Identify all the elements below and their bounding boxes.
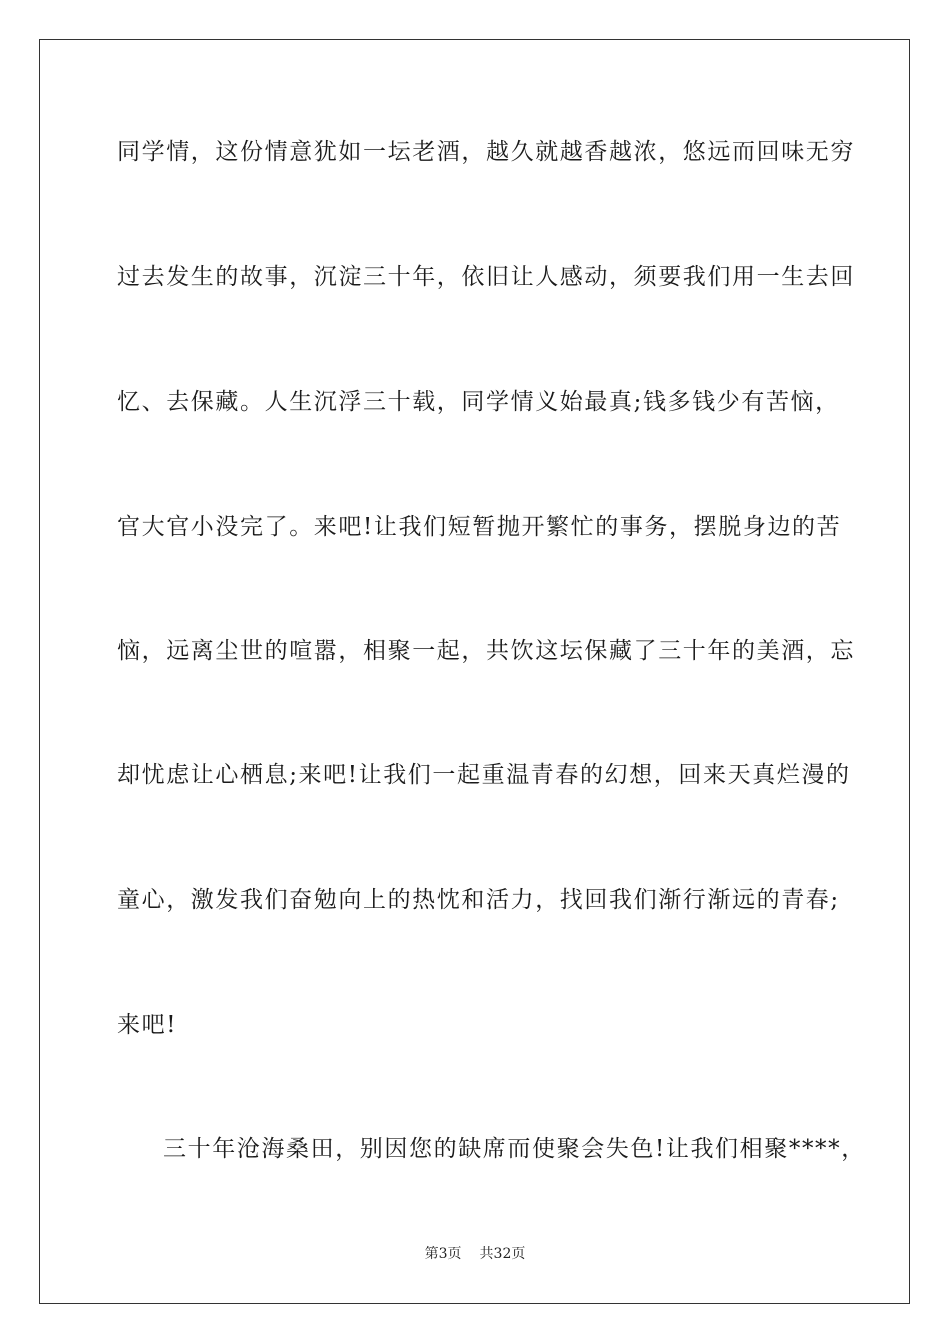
body-line-3: 忆、去保藏。人生沉浮三十载，同学情义始最真;钱多钱少有苦恼，: [117, 389, 840, 415]
page-number: 第3页: [424, 1246, 462, 1262]
body-line-4: 官大官小没完了。来吧!让我们短暂抛开繁忙的事务，摆脱身边的苦: [117, 514, 842, 540]
total-pages: 共32页: [479, 1246, 526, 1262]
body-line-7: 童心，激发我们奋勉向上的热忱和活力，找回我们渐行渐远的青春;: [117, 887, 840, 913]
body-line-2: 过去发生的故事，沉淀三十年，依旧让人感动，须要我们用一生去回: [117, 264, 855, 290]
body-line-8: 来吧!: [117, 1012, 178, 1038]
body-line-1: 同学情，这份情意犹如一坛老酒，越久就越香越浓，悠远而回味无穷: [117, 139, 855, 165]
body-line-5: 恼，远离尘世的喧嚣，相聚一起，共饮这坛保藏了三十年的美酒，忘: [117, 638, 855, 664]
page-frame: [39, 39, 910, 1304]
body-line-6: 却忧虑让心栖息;来吧!让我们一起重温青春的幻想，回来天真烂漫的: [117, 762, 851, 788]
page-footer: [0, 1244, 950, 1264]
paragraph-start-line: 三十年沧海桑田，别因您的缺席而使聚会失色!让我们相聚****，: [163, 1136, 866, 1162]
